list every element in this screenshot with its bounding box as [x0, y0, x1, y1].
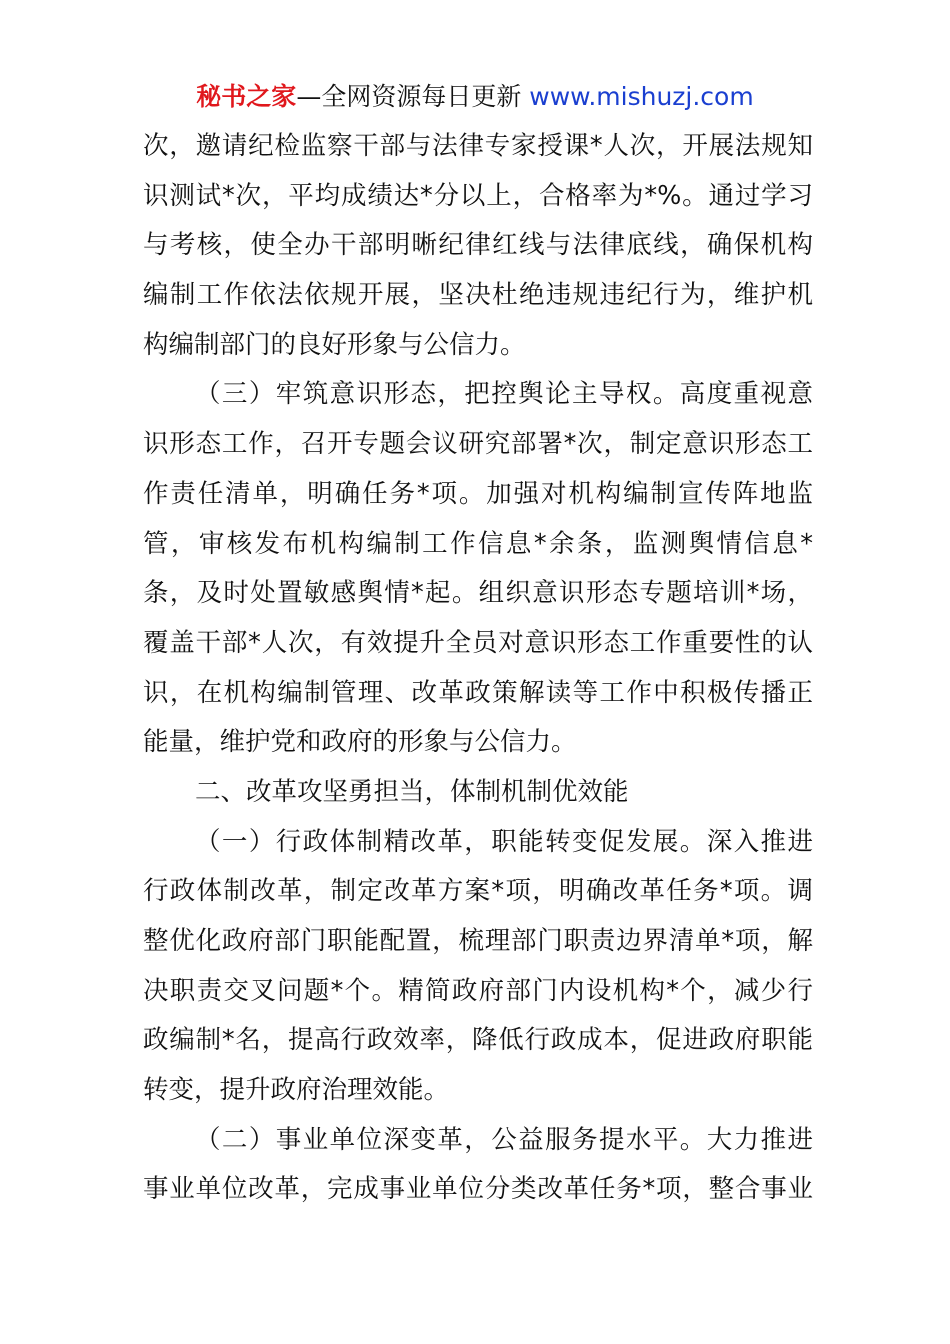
- section-heading-3: （三）牢筑意识形态，把控舆论主导权。高度重视意: [195, 379, 813, 410]
- text-line: 识，在机构编制管理、改革政策解读等工作中积极传播正: [143, 677, 813, 708]
- text-line: 识形态工作，召开专题会议研究部署*次，制定意识形态工: [143, 429, 813, 460]
- brand-name: 秘书之家: [196, 82, 297, 111]
- text-line: 与考核，使全办干部明晰纪律红线与法律底线，确保机构: [143, 230, 813, 261]
- header-tagline: —全网资源每日更新: [296, 82, 522, 111]
- text-line: 编制工作依法依规开展，坚决杜绝违规违纪行为，维护机: [143, 280, 813, 311]
- text-line: 行政体制改革，制定改革方案*项，明确改革任务*项。调: [143, 876, 813, 907]
- section-heading-1: （一）行政体制精改革，职能转变促发展。深入推进: [195, 826, 813, 857]
- text-line: 决职责交叉问题*个。精简政府部门内设机构*个，减少行: [143, 975, 813, 1006]
- text-line: 能量，维护党和政府的形象与公信力。: [143, 727, 577, 758]
- section-heading-2: （二）事业单位深变革，公益服务提水平。大力推进: [195, 1124, 813, 1155]
- text-line: 管，审核发布机构编制工作信息*余条，监测舆情信息*: [143, 528, 813, 559]
- text-line: 条，及时处置敏感舆情*起。组织意识形态专题培训*场，: [143, 578, 813, 609]
- text-line: 政编制*名，提高行政效率，降低行政成本，促进政府职能: [143, 1025, 813, 1056]
- text-line: 识测试*次，平均成绩达*分以上，合格率为*%。通过学习: [143, 180, 813, 211]
- text-line: 构编制部门的良好形象与公信力。: [143, 329, 526, 360]
- text-line: 覆盖干部*人次，有效提升全员对意识形态工作重要性的认: [143, 627, 813, 658]
- text-line: 作责任清单，明确任务*项。加强对机构编制宣传阵地监: [143, 478, 813, 509]
- text-line: 整优化政府部门职能配置，梳理部门职责边界清单*项，解: [143, 926, 813, 956]
- site-url-link[interactable]: www.mishuzj.com: [529, 82, 754, 111]
- text-line: 转变，提升政府治理效能。: [143, 1075, 450, 1106]
- text-line: 次，邀请纪检监察干部与法律专家授课*人次，开展法规知: [143, 131, 813, 161]
- text-line: 事业单位改革，完成事业单位分类改革任务*项，整合事业: [143, 1174, 813, 1205]
- document-body: [143, 122, 813, 1215]
- chapter-heading-2: 二、改革攻坚勇担当，体制机制优效能: [195, 776, 629, 807]
- site-header: [0, 80, 950, 114]
